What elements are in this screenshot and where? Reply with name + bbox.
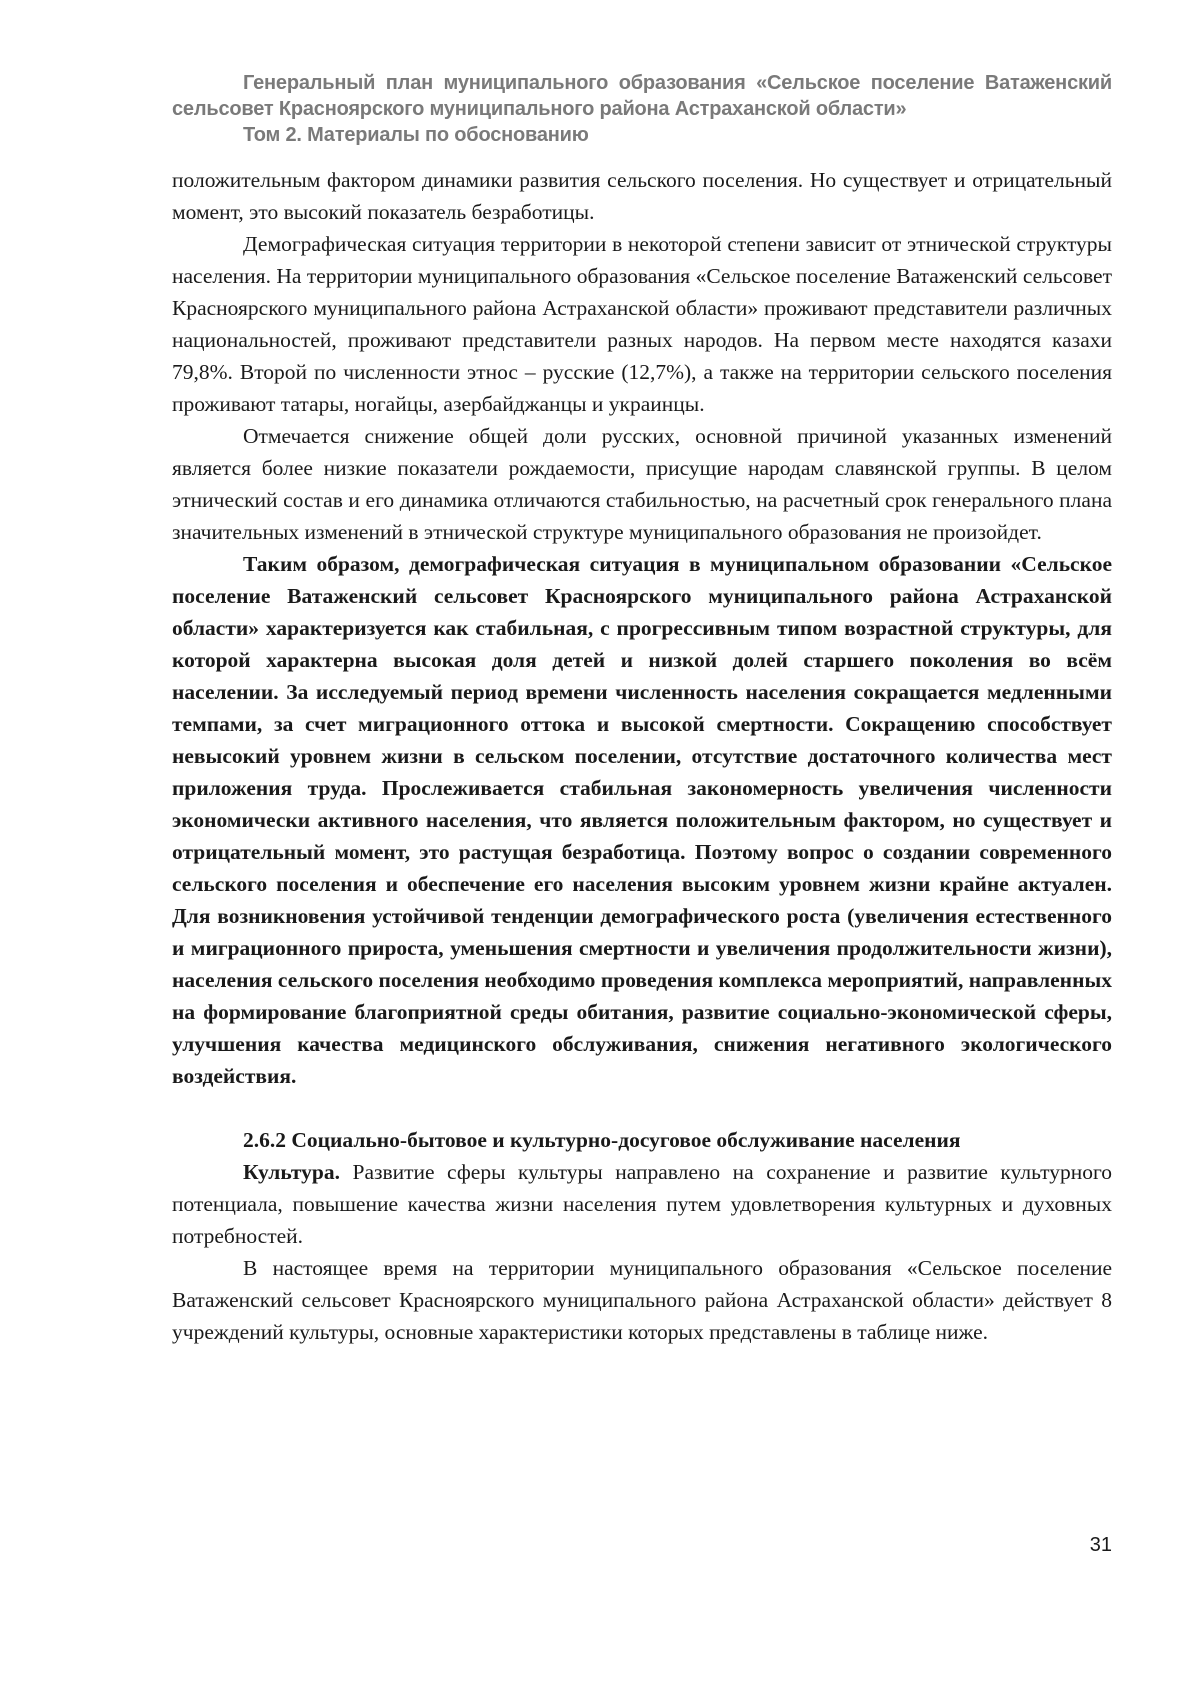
page-number: 31 <box>1089 1534 1112 1556</box>
paragraph-ethnic-dynamics: Отмечается снижение общей доли русских, основной причиной указанных изменений является более низкие показатели рождаемости, присущие народам славянской группы. В целом этнический состав и его динамика отличаются стабильностью, на расчетный срок генерального плана значительных изменений в этнической структуре муниципального образования не произойдет. <box>172 424 1112 544</box>
paragraph-demographic-conclusion: Таким образом, демографическая ситуация в муниципальном образовании «Сельское поселение Ватаженский сельсовет Красноярского муниципального района Астраханской области» характеризуется как стабильная, с прогрессивным типом возрастной структуры, для которой характерна высокая доля детей и низкой долей старшего поколения во всём населении. За исследуемый период времени численность населения сокращается медленными темпами, за счет миграционного оттока и высокой смертности. Сокращению способствует невысокий уровнем жизни в сельском поселении, отсутствие достаточного количества мест приложения труда. Прослеживается стабильная закономерность увеличения численности экономически активного населения, что является положительным фактором, но существует и отрицательный момент, это растущая безработица. Поэтому вопрос о создании современного сельского поселения и обеспечение его населения высоким уровнем жизни крайне актуален. Для возникновения устойчивой тенденции демографического роста (увеличения естественного и миграционного прироста, уменьшения смертности и увеличения продолжительности жизни), населения сельского поселения необходимо проведения комплекса мероприятий, направленных на формирование благоприятной среды обитания, развитие социально-экономической сферы, улучшения качества медицинского обслуживания, снижения негативного экологического воздействия. <box>172 552 1112 1088</box>
header-volume-title: Том 2. Материалы по обоснованию <box>243 124 589 146</box>
header-line-2: сельсовет Красноярского муниципального района Астраханской области» <box>172 98 907 120</box>
header-line-1: Генеральный план муниципального образования «Сельское поселение Ватаженский <box>243 72 1112 94</box>
culture-lead: Культура. <box>243 1160 340 1184</box>
section-heading: 2.6.2 Социально-бытовое и культурно-досуговое обслуживание населения <box>243 1128 961 1152</box>
paragraph-culture-institutions: В настоящее время на территории муниципального образования «Сельское поселение Ватаженский сельсовет Красноярского муниципального района Астраханской области» действует 8 учреждений культуры, основные характеристики которых представлены в таблице ниже. <box>172 1256 1112 1344</box>
culture-text: Развитие сферы культуры направлено на сохранение и развитие культурного потенциала, повышение качества жизни населения путем удовлетворения культурных и духовных потребностей. <box>172 1160 1112 1248</box>
running-header <box>172 70 1112 148</box>
document-body <box>172 164 1112 1348</box>
paragraph-continuation: положительным фактором динамики развития сельского поселения. Но существует и отрицательный момент, это высокий показатель безработицы. <box>172 168 1112 224</box>
paragraph-culture <box>172 1156 1112 1252</box>
paragraph-ethnic-structure: Демографическая ситуация территории в некоторой степени зависит от этнической структуры населения. На территории муниципального образования «Сельское поселение Ватаженский сельсовет Красноярского муниципального района Астраханской области» проживают представители различных национальностей, проживают представители разных народов. На первом месте находятся казахи 79,8%. Второй по численности этнос – русские (12,7%), а также на территории сельского поселения проживают татары, ногайцы, азербайджанцы и украинцы. <box>172 232 1112 416</box>
